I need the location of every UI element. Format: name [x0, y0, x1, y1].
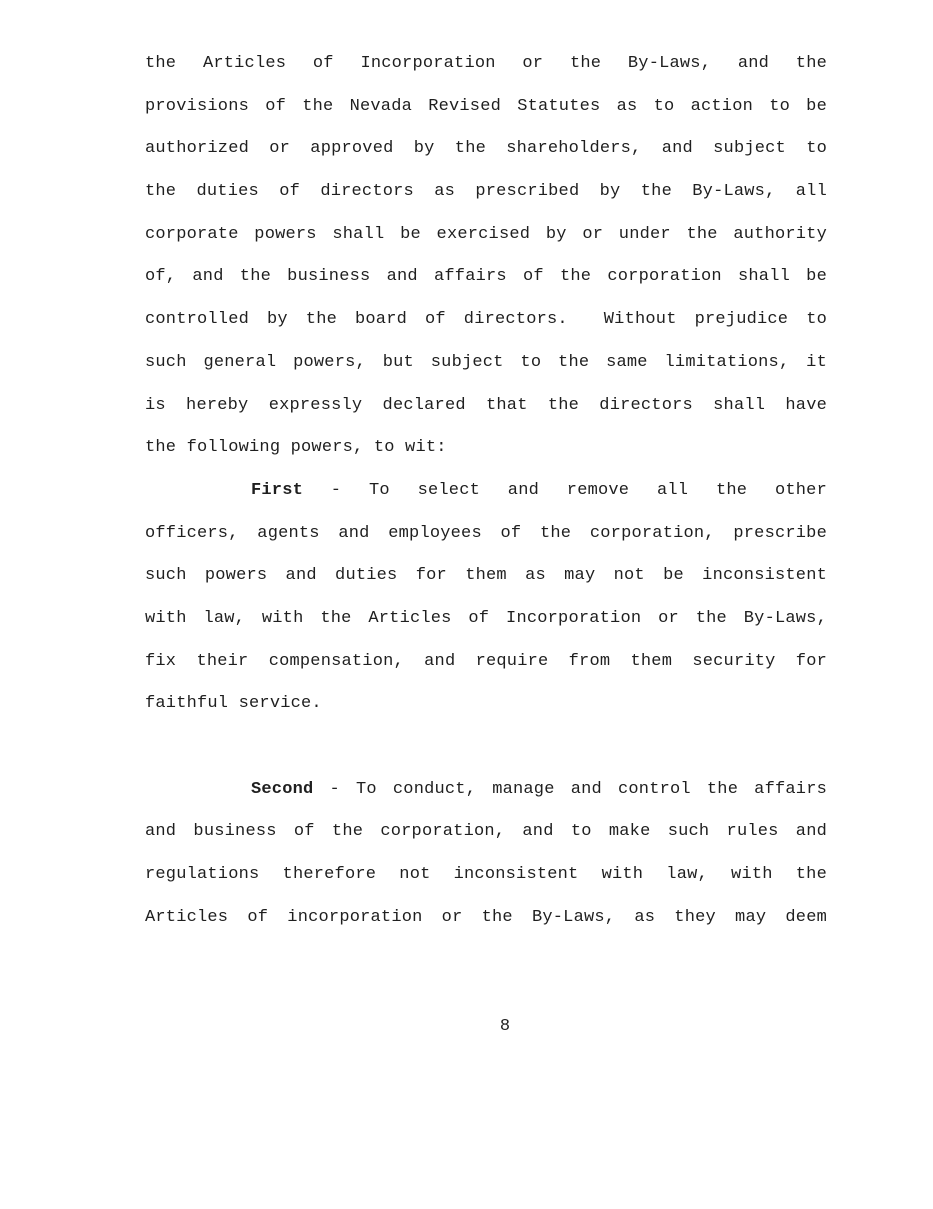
text-line: Articles of incorporation or the By-Laws, as they may deem — [145, 907, 827, 927]
blank-line — [145, 726, 827, 769]
page-number: 8 — [499, 1017, 511, 1036]
text-line: such powers and duties for them as may not be inconsistent — [145, 566, 827, 586]
text-line: faithful service. — [145, 694, 322, 714]
text-line: is hereby expressly declared that the directors shall have — [145, 395, 827, 415]
text-line: controlled by the board of directors. Without prejudice to — [145, 310, 827, 330]
text-line: First - To select and remove all the other — [251, 480, 827, 500]
document-lines — [145, 43, 827, 939]
text-line: and business of the corporation, and to make such rules and — [145, 822, 827, 842]
text-line: corporate powers shall be exercised by or under the authority — [145, 224, 827, 244]
text-line: officers, agents and employees of the corporation, prescribe — [145, 523, 827, 543]
text-line: authorized or approved by the shareholders, and subject to — [145, 139, 827, 159]
text-line: the following powers, to wit: — [145, 438, 447, 458]
text-line: the Articles of Incorporation or the By-Laws, and the — [145, 54, 827, 73]
text-line: regulations therefore not inconsistent with law, with the — [145, 865, 827, 885]
text-line: fix their compensation, and require from them security for — [145, 651, 827, 671]
text-line: provisions of the Nevada Revised Statutes as to action to be — [145, 96, 827, 116]
text-line: of, and the business and affairs of the corporation shall be — [145, 267, 827, 287]
text-line: the duties of directors as prescribed by the By-Laws, all — [145, 182, 827, 202]
text-line: such general powers, but subject to the same limitations, it — [145, 352, 827, 372]
text-line: Second - To conduct, manage and control the affairs — [251, 779, 827, 799]
bold-term: First — [251, 480, 304, 500]
bold-term: Second — [251, 779, 314, 799]
text-line: with law, with the Articles of Incorporation or the By-Laws, — [145, 608, 827, 628]
